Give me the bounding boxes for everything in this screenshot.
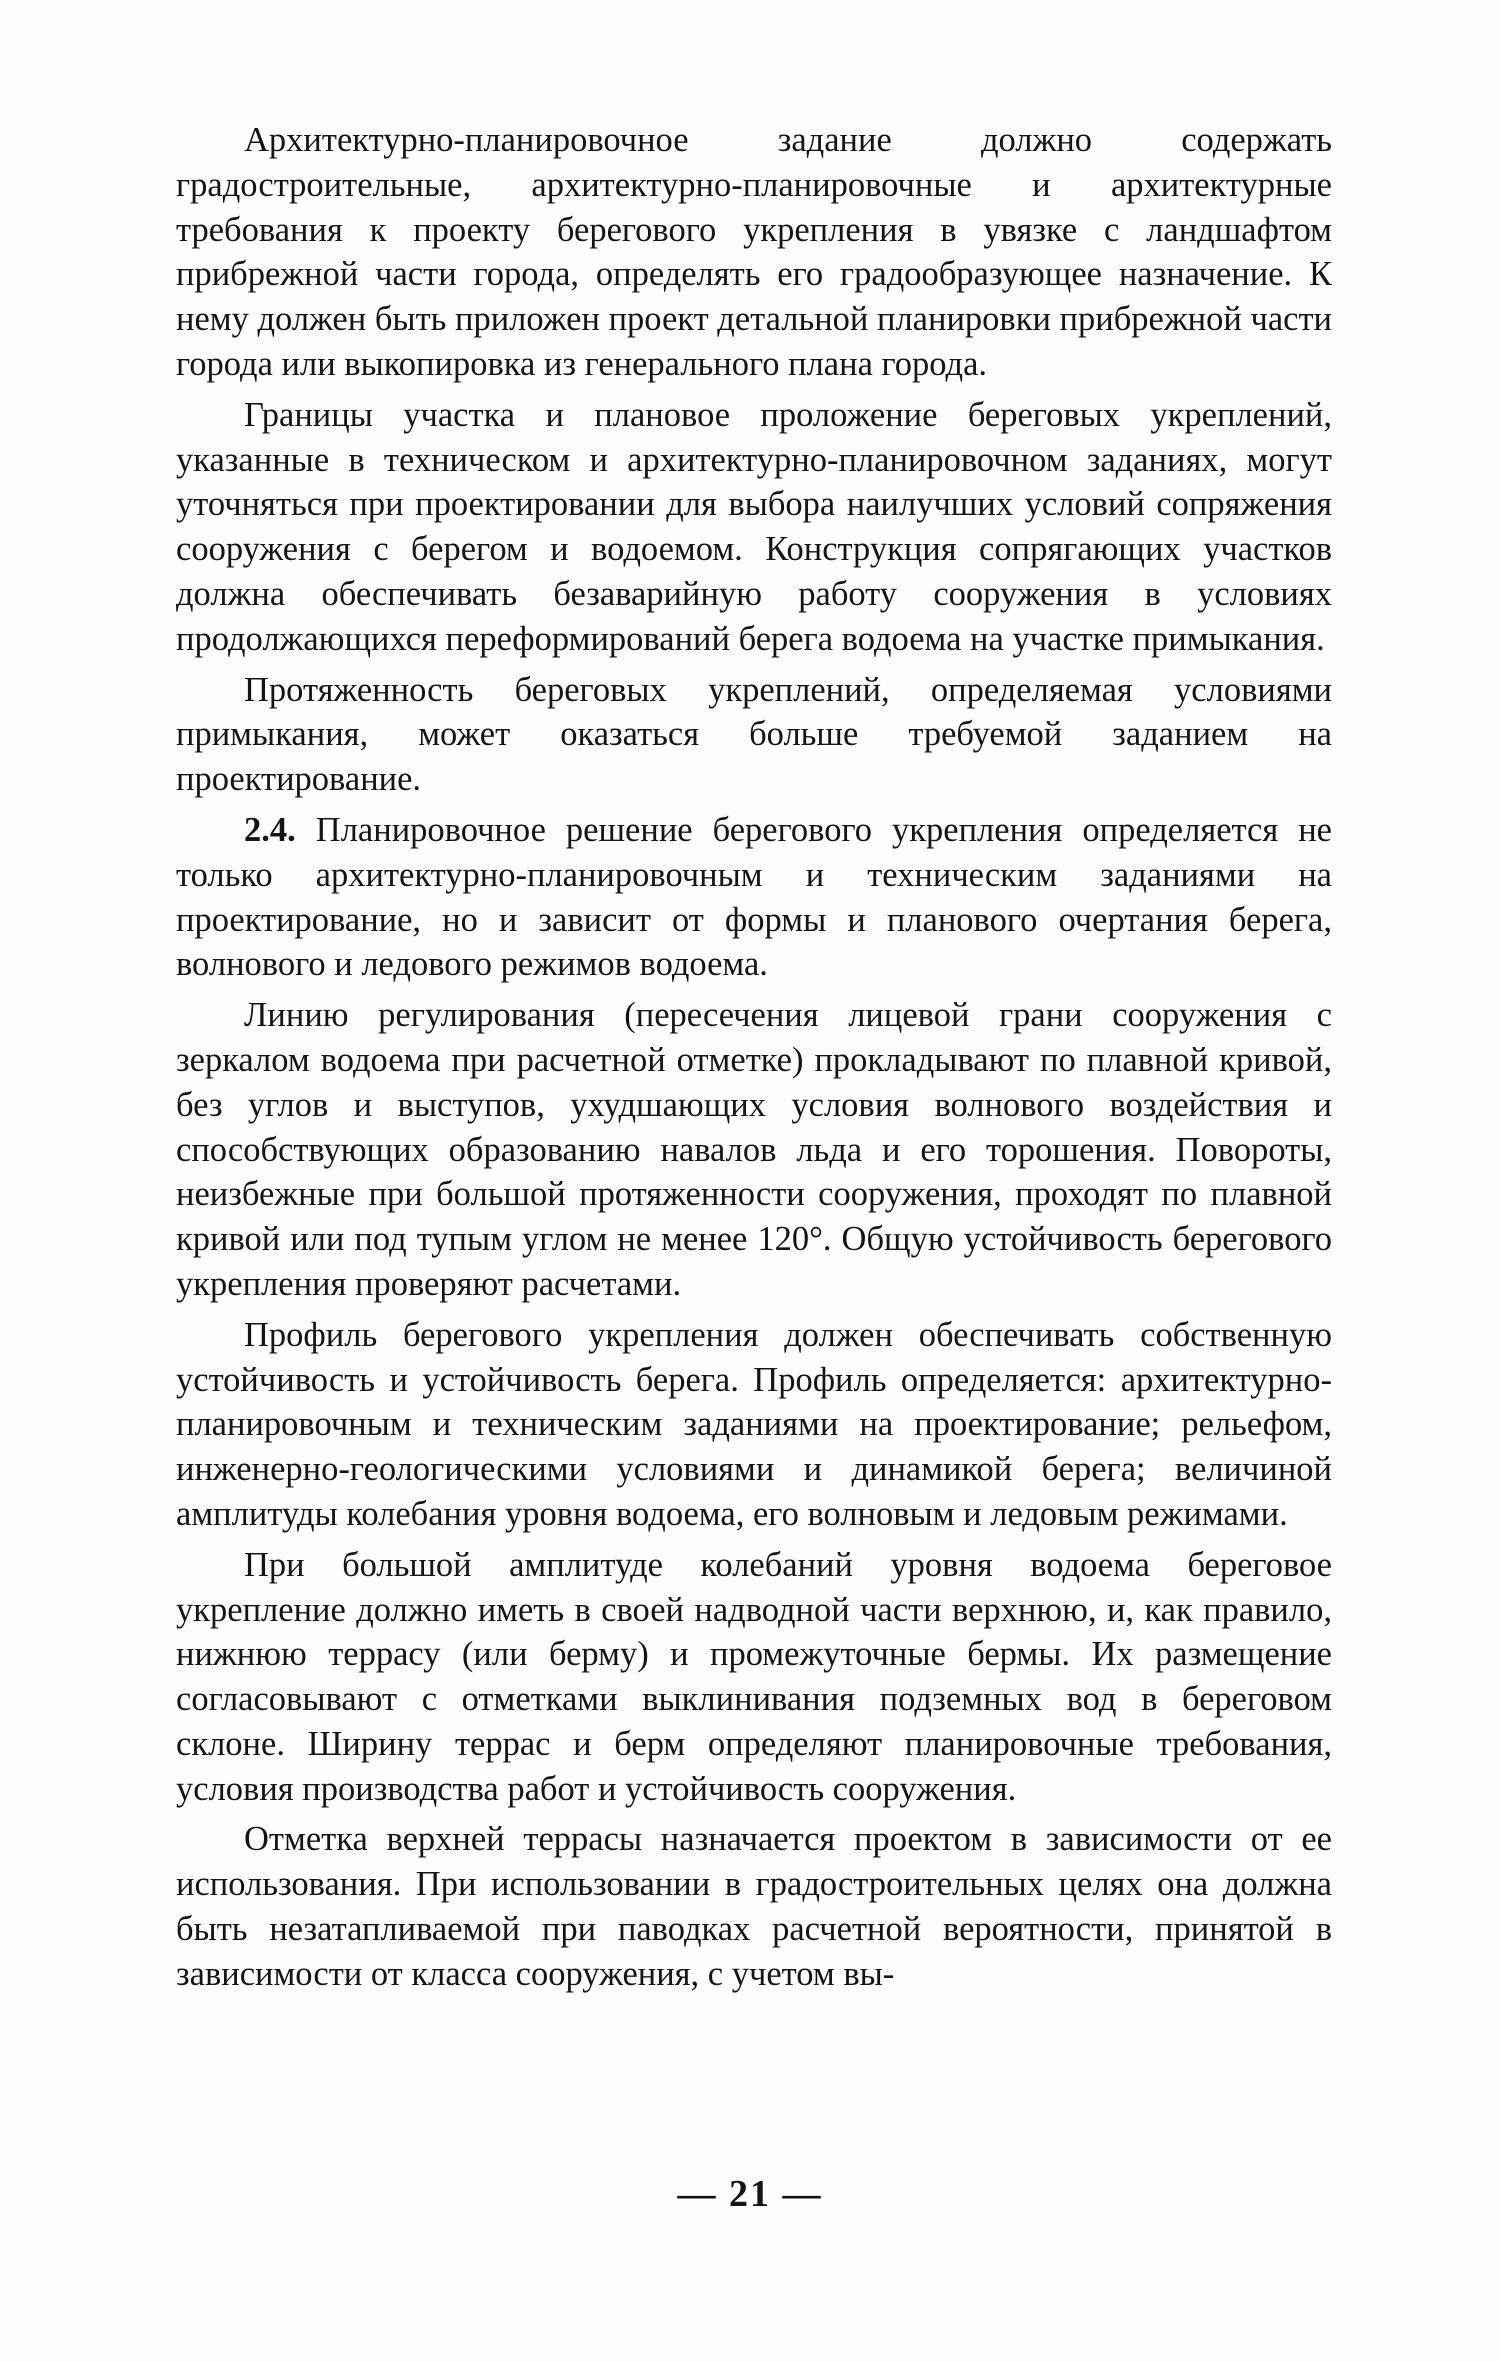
- section-number: 2.4.: [244, 810, 296, 849]
- paragraph: Протяженность береговых укреплений, определяемая условиями примыкания, может оказаться больше требуемой заданием на проектирование.: [176, 670, 1332, 799]
- paragraph: Архитектурно-планировочное задание должно содержать градостроительные, архитектурно-планировочные и архитектурные требования к проекту берегового укрепления в увязке с ландшафтом прибрежной части города, определять его градообразующее назначение. К нему должен быть приложен проект детальной планировки прибрежной части города или выкопировка из генерального плана города.: [176, 121, 1333, 383]
- paragraph: Отметка верхней террасы назначается проектом в зависимости от ее использования. При использовании в градостроительных целях она должна быть незатапливаемой при паводках расчетной вероятности, принятой в зависимости от класса сооружения, с учетом вы-: [176, 1820, 1332, 1993]
- paragraph: Профиль берегового укрепления должен обеспечивать собственную устойчивость и устойчивость берега. Профиль определяется: архитектурно-планировочным и техническим заданиями на проектирование; рельефом, инженерно-геологическими условиями и динамикой берега; величиной амплитуды колебания уровня водоема, его волновым и ледовым режимами.: [176, 1315, 1332, 1533]
- paragraph-2-4: [176, 808, 1332, 987]
- paragraph: При большой амплитуде колебаний уровня водоема береговое укрепление должно иметь в своей надводной части верхнюю, и, как правило, нижнюю террасу (или берму) и промежуточные бермы. Их размещение согласовывают с отметками выклинивания подземных вод в береговом склоне. Ширину террас и берм определяют планировочные требования, условия производства работ и устойчивость сооружения.: [176, 1545, 1332, 1808]
- paragraph-text: Планировочное решение берегового укрепления определяется не только архитектурно-планировочным и техническим заданиями на проектирование, но и зависит от формы и планового очертания берега, волнового и ледового режимов водоема.: [176, 810, 1332, 984]
- paragraph: Линию регулирования (пересечения лицевой грани сооружения с зеркалом водоема при расчетной отметке) прокладывают по плавной кривой, без углов и выступов, ухудшающих условия волнового воздействия и способствующих образованию навалов льда и его торошения. Повороты, неизбежные при большой протяженности сооружения, проходят по плавной кривой или под тупым углом не менее 120°. Общую устойчивость берегового укрепления проверяют расчетами.: [176, 996, 1332, 1303]
- body-text: [176, 118, 1332, 2003]
- page-number: — 21 —: [677, 2173, 823, 2215]
- paragraph: Границы участка и плановое проложение береговых укреплений, указанные в техническом и архитектурно-планировочном заданиях, могут уточняться при проектировании для выбора наилучших условий сопряжения сооружения с берегом и водоемом. Конструкция сопрягающих участков должна обеспечивать безаварийную работу сооружения в условиях продолжающихся переформирований берега водоема на участке примыкания.: [176, 395, 1332, 658]
